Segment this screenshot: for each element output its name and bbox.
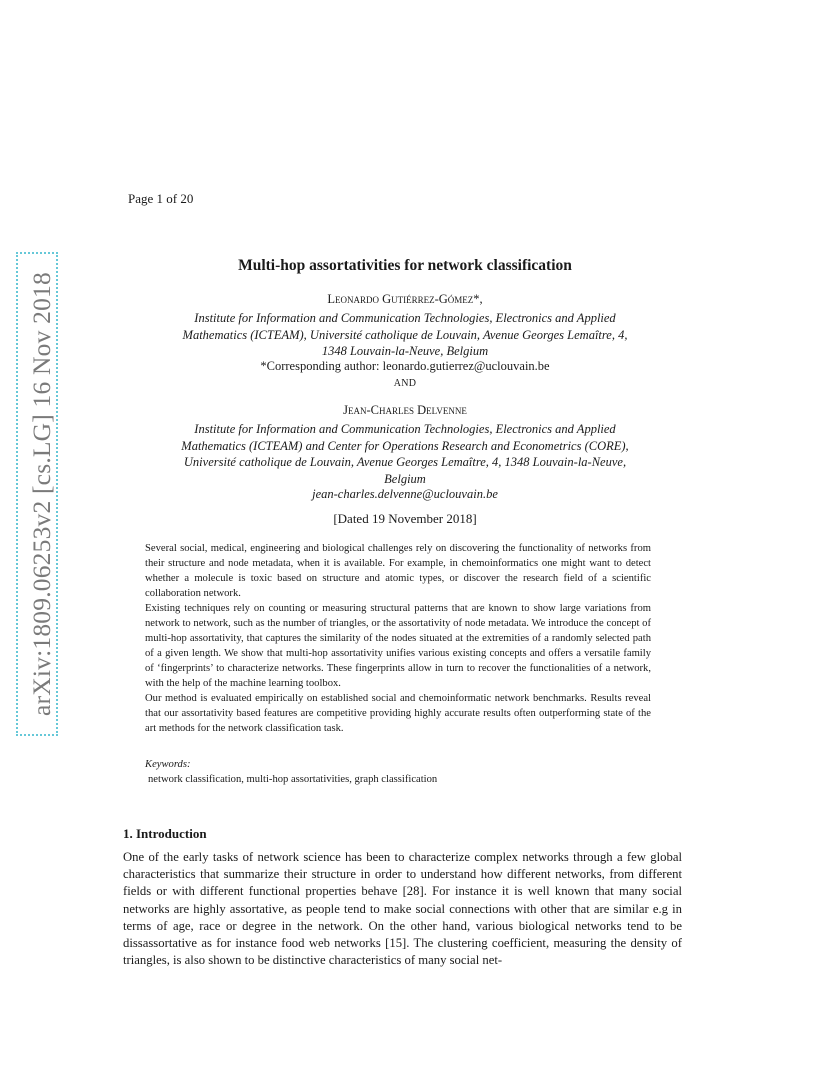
affiliation-line: Belgium <box>384 471 426 486</box>
keywords-text: network classification, multi-hop assortativities, graph classification <box>148 774 438 785</box>
dated-line: [Dated 19 November 2018] <box>333 511 477 526</box>
corresponding-author: *Corresponding author: leonardo.gutierrez@uclouvain.be <box>260 359 550 373</box>
affiliation-line: Institute for Information and Communication Technologies, Electronics and Applied <box>194 422 616 436</box>
author-2-affiliation <box>120 421 690 487</box>
arxiv-stamp: arXiv:1809.06253v2 [cs.LG] 16 Nov 2018 <box>27 272 56 716</box>
affiliation-line: Mathematics (ICTEAM), Université catholique de Louvain, Avenue Georges Lemaître, 4, <box>182 327 628 342</box>
keywords-label: Keywords: <box>145 759 191 770</box>
abstract-paragraph: Several social, medical, engineering and biological challenges rely on discovering the functionality of networks from their structure and node metadata, when it is available. For example, in chemoinformatics one might want to detect whether a molecule is toxic based on structure and atomic types, or discover the research field of a scientific collaboration network. <box>145 543 651 599</box>
affiliation-line: Institute for Information and Communication Technologies, Electronics and Applied <box>194 311 616 325</box>
author-2-email: jean-charles.delvenne@uclouvain.be <box>312 487 498 501</box>
author-2-name: Jean-Charles Delvenne <box>343 403 467 417</box>
abstract-paragraph: Our method is evaluated empirically on established social and chemoinformatic network benchmarks. Results reveal that our assortativity based features are competitive providing highly accurate results often outperforming state of the art methods for the network classification task. <box>145 693 651 734</box>
section-heading-introduction: 1. Introduction <box>123 826 207 841</box>
page-number: Page 1 of 20 <box>128 191 194 206</box>
affiliation-line: 1348 Louvain-la-Neuve, Belgium <box>321 344 489 359</box>
affiliation-line: Mathematics (ICTEAM) and Center for Operations Research and Econometrics (CORE), <box>181 438 629 453</box>
and-separator: AND <box>393 378 417 389</box>
paper-title: Multi-hop assortativities for network classification <box>238 257 572 274</box>
affiliation-line: Université catholique de Louvain, Avenue Georges Lemaître, 4, 1348 Louvain-la-Neuve, <box>183 455 627 470</box>
abstract <box>145 541 651 736</box>
author-1-affiliation <box>120 310 690 360</box>
author-1-name: Leonardo Gutiérrez-Gómez*, <box>327 292 483 306</box>
abstract-paragraph: Existing techniques rely on counting or measuring structural patterns that are known to show large variations from network to network, such as the number of triangles, or the assortativity of node metadata. We introduce the concept of multi-hop assortativity, that captures the similarity of the nodes situated at the extremities of a randomly selected path of a given length. We show that multi-hop assortativity unifies various existing concepts and offers a versatile family of ‘fingerprints’ to characterize networks. These fingerprints allow in turn to recover the functionalities of a network, with the help of the machine learning toolbox. <box>145 603 651 689</box>
introduction-paragraph: One of the early tasks of network science has been to characterize complex networks through a few global characteristics that summarize their structure in order to understand how different networks, from different fields or with different functional properties behave [28]. For instance it is well known that many social networks are highly assortative, as people tend to make social connections with other that are similar e.g in terms of age, race or degree in the network. On the other hand, various biological networks tend to be dissassortative as for instance food web networks [15]. The clustering coefficient, measuring the density of triangles, is also shown to be distinctive characteristics of many social net- <box>123 850 682 968</box>
